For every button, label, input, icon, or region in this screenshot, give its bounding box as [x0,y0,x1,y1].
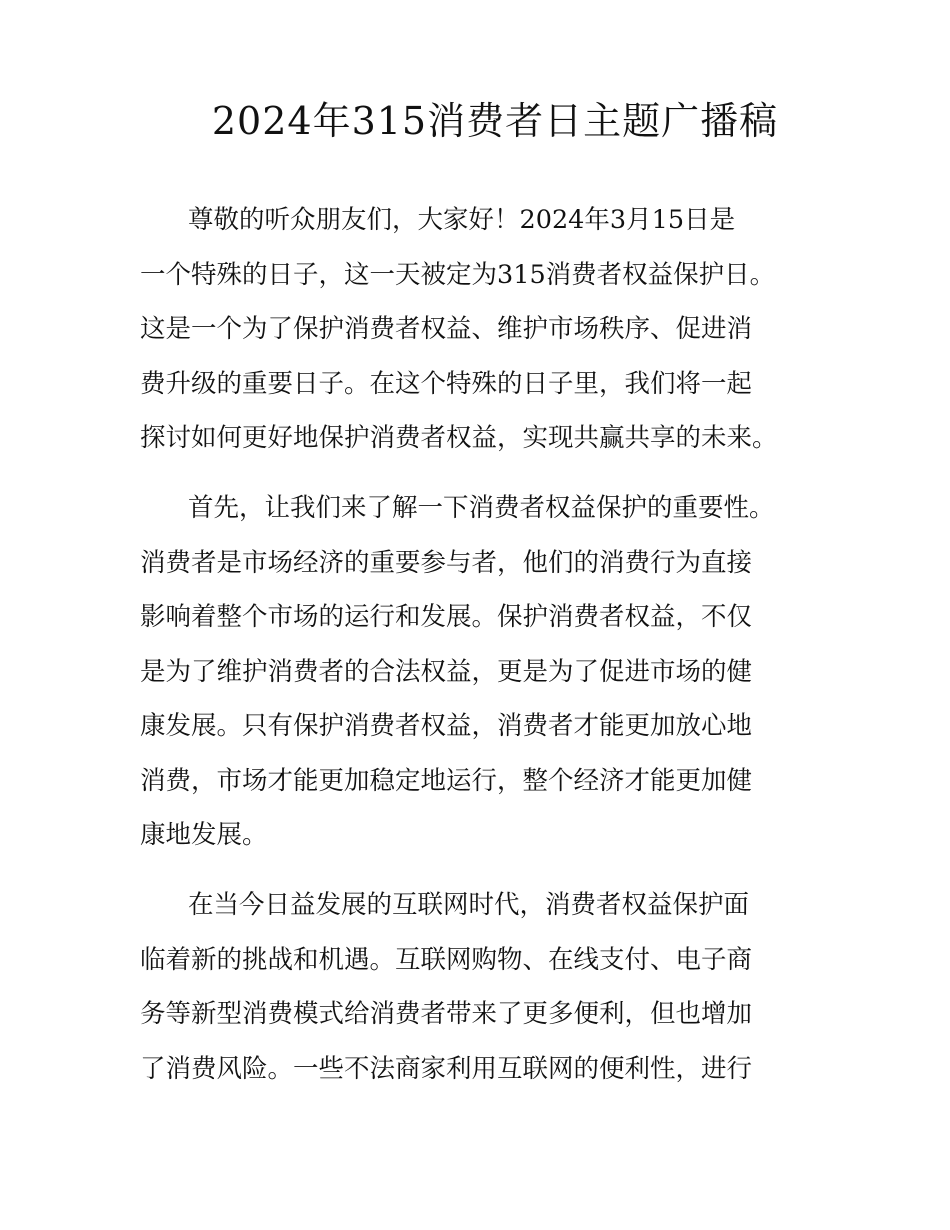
paragraph-line: 临着新的挑战和机遇。互联网购物、在线支付、电子商 [140,944,753,975]
paragraph-line: 消费者是市场经济的重要参与者，他们的消费行为直接 [140,547,753,578]
paragraph-line: 探讨如何更好地保护消费者权益，实现共赢共享的未来。 [140,423,778,453]
paragraph-line: 这是一个为了保护消费者权益、维护市场秩序、促进消 [140,314,753,344]
paragraph-1 [140,193,830,466]
paragraph-line: 康发展。只有保护消费者权益，消费者才能更加放心地 [140,711,753,741]
document-title: 2024年315消费者日主题广播稿 [211,99,779,143]
paragraph-line: 康地发展。 [140,820,268,850]
paragraph-2 [140,481,830,863]
paragraph-line: 一个特殊的日子，这一天被定为315消费者权益保护日。 [140,259,776,290]
paragraph-3 [140,878,830,1096]
paragraph-line: 是为了维护消费者的合法权益，更是为了促进市场的健 [140,656,753,687]
paragraph-line: 费升级的重要日子。在这个特殊的日子里，我们将一起 [140,368,753,399]
paragraph-line: 在当今日益发展的互联网时代，消费者权益保护面 [188,890,750,920]
paragraph-line: 了消费风险。一些不法商家利用互联网的便利性，进行 [140,1053,753,1084]
paragraph-line: 首先，让我们来了解一下消费者权益保护的重要性。 [188,493,775,523]
paragraph-line: 务等新型消费模式给消费者带来了更多便利，但也增加 [140,999,753,1029]
paragraph-line: 尊敬的听众朋友们，大家好！2024年3月15日是 [188,205,736,235]
paragraph-line: 影响着整个市场的运行和发展。保护消费者权益，不仅 [140,602,753,632]
paragraph-line: 消费，市场才能更加稳定地运行，整个经济才能更加健 [140,765,753,796]
